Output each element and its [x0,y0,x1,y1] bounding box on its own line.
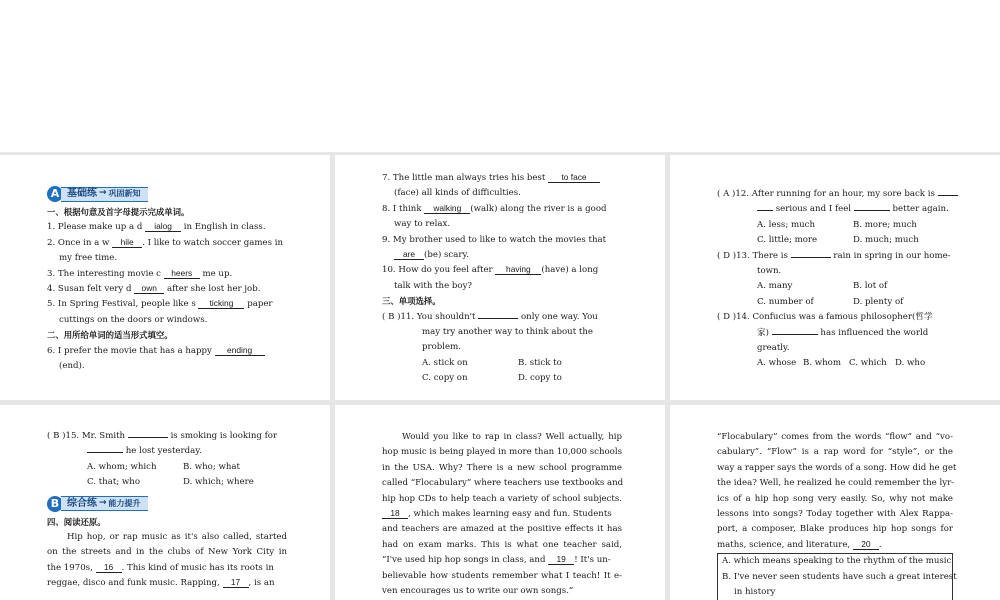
answer-blank: having [495,265,541,275]
option-cont: in history [734,587,776,598]
banner-subtitle: 巩固新知 [108,189,141,199]
answer-mark: ( D ) [717,312,737,323]
arrow-icon: → [99,497,107,508]
options-row [47,475,287,490]
question-14-cont: greatly. [757,343,790,354]
option: A. many [757,281,793,292]
section-heading: 三、单项选择。 [382,296,441,307]
option: C. little; more [757,235,818,246]
option: D. much; much [853,235,919,246]
passage-line: way a rapper says the words of a song. How did he get [717,462,957,473]
passage-line: hop music is being played in more than 10,000 schools [382,447,622,458]
answer-blank: heers [164,269,200,279]
option: D. plenty of [853,296,904,307]
passage-line: “I've used hip hop songs in class, and 19 ! It's un- [382,554,611,566]
passage-line: believable how students remember what I teach! It e- [382,570,622,581]
passage-line: port, a composer, Blake produces hip hop songs for [717,524,953,535]
options-row [717,356,957,371]
question-14-cont: 家) has influenced the world [757,327,929,338]
answer-blank: walking [424,204,470,214]
question-5-cont: cuttings on the doors or windows. [59,314,208,325]
question-11-cont: may try another way to think about the [422,327,593,338]
page-panel-1 [0,155,330,400]
option: D. who [895,358,926,369]
answer-blank: 19 [548,555,574,565]
options-box [717,553,957,600]
question-13-cont: town. [757,266,782,277]
answer-mark: ( B ) [47,431,66,441]
question-15-cont: he lost yesterday. [47,444,287,459]
answer-blank: 16 [96,563,122,573]
option: A. less; much [757,219,815,230]
answer-blank: own [134,284,164,294]
passage-line: Would you like to rap in class? Well actually, hip [402,432,622,442]
section-heading: 二、用所给单词的适当形式填空。 [47,330,173,341]
option: D. copy to [518,373,562,384]
option: B. lot of [853,281,888,292]
page-panel-4 [0,405,330,600]
question-7: 7. The little man always tries his best to face [382,171,622,186]
answer-blank: 18 [382,509,408,519]
question-8-cont: way to relax. [394,219,451,230]
passage-line: ven encourages us to write our own songs.” [382,586,574,597]
question-15: ( B )15. Mr. Smith is smoking is looking for [47,431,278,441]
question-9: 9. My brother used to like to watch the movies that [382,234,607,245]
arrow-icon: → [99,188,107,199]
answer-blank: hile [112,238,142,248]
passage-line: reggae, disco and funk music. Rapping, 17 , is an [47,577,275,589]
passage-line: Hip hop, or rap music as it's also called, started [67,532,287,543]
option: A. which means speaking to the rhythm of the music [722,556,952,567]
passage-line: cabulary”. “Flow” is a rap word for “style”, or the [717,447,953,458]
option: A. whom; which [87,461,157,472]
page-panel-5 [335,405,665,600]
page-panel-6 [670,405,1000,600]
option: C. which [849,358,887,369]
answer-blank: 20 [853,540,879,550]
question-12-cont: serious and I feel better again. [717,202,957,217]
option: A. stick on [422,357,468,368]
top-blank-area [0,0,1000,152]
passage-line: and teachers are amazed at the positive effects it has [382,524,622,535]
question-3: 3. The interesting movie c heers me up. [47,267,233,279]
passage-line: on the streets and in the clubs of New York City in [47,547,287,558]
section-banner-b [47,495,287,513]
option: B. more; much [853,219,917,230]
banner-bar [61,187,148,202]
answer-blank: ialog [145,222,181,232]
passage-line: the idea? Well, he realized he could remember the lyr- [717,478,955,489]
answer-blank: to face [548,173,600,183]
question-5: 5. In Spring Festival, people like s ticking paper [47,298,273,310]
options-row [382,371,622,386]
section-banner-a [47,185,287,203]
question-2: 2. Once in a w hile . I like to watch soccer games in [47,236,284,248]
options-row [47,460,287,475]
section-heading: 一、根据句意及首字母提示完成单词。 [47,207,190,217]
banner-subtitle: 能力提升 [108,498,141,508]
banner-title: 综合练 [67,497,97,509]
option: C. that; who [87,477,140,488]
question-9-cont: are (be) scary. [382,248,622,263]
question-12: ( A )12. After running for an hour, my sore back is [717,187,957,202]
question-7-cont: (face) all kinds of difficulties. [394,188,521,199]
passage-line: ics of a hip hop song very easily. So, why not make [717,493,953,504]
question-1: 1. Please make up a d ialog in English in class. [47,221,266,233]
options-row [717,279,957,294]
question-13: ( D )13. There is rain in spring in our home- [717,250,951,261]
option: D. which; where [183,477,254,488]
option: B. who; what [183,461,240,472]
options-row [382,356,622,371]
question-11-cont: problem. [422,342,461,353]
page-panel-3 [670,155,1000,400]
banner-title: 基础练 [67,188,97,200]
answer-mark: ( A ) [717,189,736,199]
question-2-cont: my free time. [59,253,118,264]
option: C. copy on [422,373,468,384]
question-10-cont: talk with the boy? [394,280,473,291]
passage-line: 18 , which makes learning easy and fun. Students [382,507,622,522]
option: A. whose [757,358,797,369]
question-4: 4. Susan felt very d own after she lost her job. [47,283,261,295]
passage-line: “Flocabulary” comes from the words “flow” and “vo- [717,432,953,442]
badge-b: B [47,496,63,512]
options-row [717,233,957,248]
passage-line: hip hop CDs to help teach a variety of school subjects. [382,493,622,504]
banner-bar [61,496,148,511]
section-heading: 四、阅读还原。 [47,516,106,527]
option: B. I've never seen students have such a great interest [722,571,957,582]
answer-blank: 17 [223,578,249,588]
badge-a: A [47,186,63,202]
question-14: ( D )14. Confucius was a famous philosopher(哲学 [717,312,933,323]
option: B. whom [803,358,841,369]
passage-line: the 1970s, 16 . This kind of music has its roots in [47,561,274,573]
answer-blank: ticking [198,299,244,309]
question-6: 6. I prefer the movie that has a happy ending [47,344,287,359]
passage-line: in the USA. Why? There is a new school programme [382,462,622,473]
options-row [717,218,957,233]
question-8: 8. I think walking (walk) along the river is a good [382,202,607,214]
option: C. number of [757,296,814,307]
answer-blank: ending [215,346,265,356]
passage-line: had on exam marks. This is what one teacher said, [382,539,622,550]
answer-mark: ( D ) [717,250,737,261]
passage-line: called “Flocabulary” where teachers use textbooks and [382,478,624,489]
answer-mark: ( B ) [382,311,401,322]
answer-blank: are [394,250,424,260]
options-row [717,295,957,310]
question-6-cont: (end). [59,361,85,372]
question-10: 10. How do you feel after having (have) a long [382,264,599,276]
passage-line: maths, science, and literature, 20 . [717,538,882,550]
page-panel-2 [335,155,665,400]
passage-line: lessons into songs? Today together with Alex Rappa- [717,509,953,520]
question-11: ( B )11. You shouldn't only one way. You [382,311,598,322]
option: B. stick to [518,357,562,368]
